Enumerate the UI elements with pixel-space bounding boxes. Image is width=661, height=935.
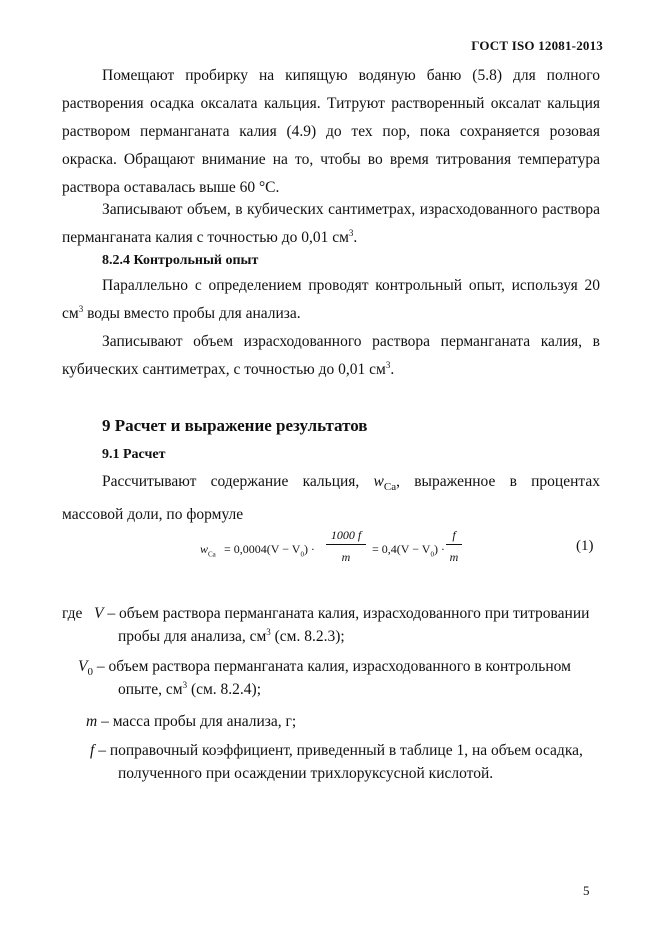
variable-w: w (373, 473, 384, 490)
standard-code-header: ГОСТ ISO 12081-2013 (471, 38, 603, 53)
definition-text: – поправочный коэффициент, приведенный в таблице 1, на объем осадка, (98, 742, 583, 759)
paragraph-record-volume (62, 196, 600, 252)
definition-symbol-sub: 0 (87, 666, 93, 679)
definition-symbol: m (86, 713, 98, 730)
definition-text-cont: опыте, см (118, 681, 183, 698)
paragraph-calculation-intro (62, 468, 600, 529)
paragraph-text: Записывают объем израсходованного раствора перманганата калия, в кубических сантиметрах, с точностью до 0,01 см (62, 333, 600, 378)
definition-m (86, 708, 296, 735)
formula-lhs-sub: Ca (208, 550, 216, 559)
section-heading-9-1: 9.1 Расчет (102, 447, 166, 462)
definition-text: – объем раствора перманганата калия, израсходованного в контрольном (96, 658, 571, 675)
superscript: 3 (78, 303, 84, 314)
where-label: где (62, 605, 83, 622)
formula-part2: = 0,4(V − V (372, 542, 431, 556)
paragraph-text: Параллельно с определением проводят контрольный опыт, используя 20 см (62, 277, 600, 322)
paragraph-dissolve-titrate (62, 62, 600, 202)
formula-frac1-den: m (341, 550, 351, 564)
definition-f-cont (118, 760, 493, 787)
definition-text-end: (см. 8.2.3); (270, 628, 345, 645)
subscript-ca: Ca (383, 481, 397, 494)
definition-symbol: V (93, 605, 104, 622)
paragraph-control-test (62, 272, 600, 328)
definition-text-end: (см. 8.2.4); (187, 681, 262, 698)
definition-text: – объем раствора перманганата калия, израсходованного при титровании (107, 605, 590, 622)
superscript: 3 (348, 227, 354, 238)
definition-text-cont: полученного при осаждении трихлоруксусной кислотой. (118, 765, 494, 782)
definition-text: – масса пробы для анализа, г; (101, 713, 297, 730)
definition-symbol: V (78, 658, 88, 675)
formula-frac2-num: f (446, 528, 462, 545)
formula-sub0-2: 0 (430, 550, 434, 559)
equation-number: (1) (576, 538, 594, 554)
superscript: 3 (385, 359, 391, 370)
page-number: 5 (583, 883, 590, 898)
section-heading-9: 9 Расчет и выражение результатов (102, 416, 368, 435)
definition-symbol: f (90, 742, 95, 759)
paragraph-text: Помещают пробирку на кипящую водяную баню (5.8) для полного растворения осадка оксалата кальция. Титруют растворенный оксалат кальция раствором перманганата калия (4.9) до тех пор, пока сохраняется розовая окраска. Обращают внимание на то, чтобы во время титрования температура раствора оставалась выше 60 °С. (62, 67, 600, 196)
formula-lhs: w (200, 542, 209, 556)
paragraph-end: воды вместо пробы для анализа. (83, 305, 301, 322)
paragraph-text-end: , выраженное в процентах массовой доли, по формуле (62, 473, 600, 524)
paragraph-text: Записывают объем, в кубических сантиметрах, израсходованного раствора перманганата калия с точностью до 0,01 см (62, 201, 600, 246)
superscript: 3 (266, 626, 271, 637)
formula-part1b: ) · (303, 542, 315, 556)
formula-part1: = 0,0004(V − V (224, 542, 301, 556)
paragraph-record-control (62, 328, 600, 384)
definition-v0-cont (118, 676, 261, 703)
formula-frac1-num: 1000 f (326, 528, 366, 545)
definition-text-cont: пробы для анализа, см (118, 628, 267, 645)
formula-sub0: 0 (300, 550, 304, 559)
superscript: 3 (182, 679, 188, 690)
formula-part2b: ) · (433, 542, 445, 556)
paragraph-end: . (353, 229, 358, 246)
paragraph-text: Рассчитывают содержание кальция, (102, 473, 374, 490)
paragraph-end: . (390, 361, 395, 378)
formula-calcium (200, 528, 500, 574)
formula-frac2-den: m (449, 550, 459, 564)
definition-v-cont (118, 623, 345, 650)
section-heading-8-2-4: 8.2.4 Контрольный опыт (102, 253, 259, 268)
